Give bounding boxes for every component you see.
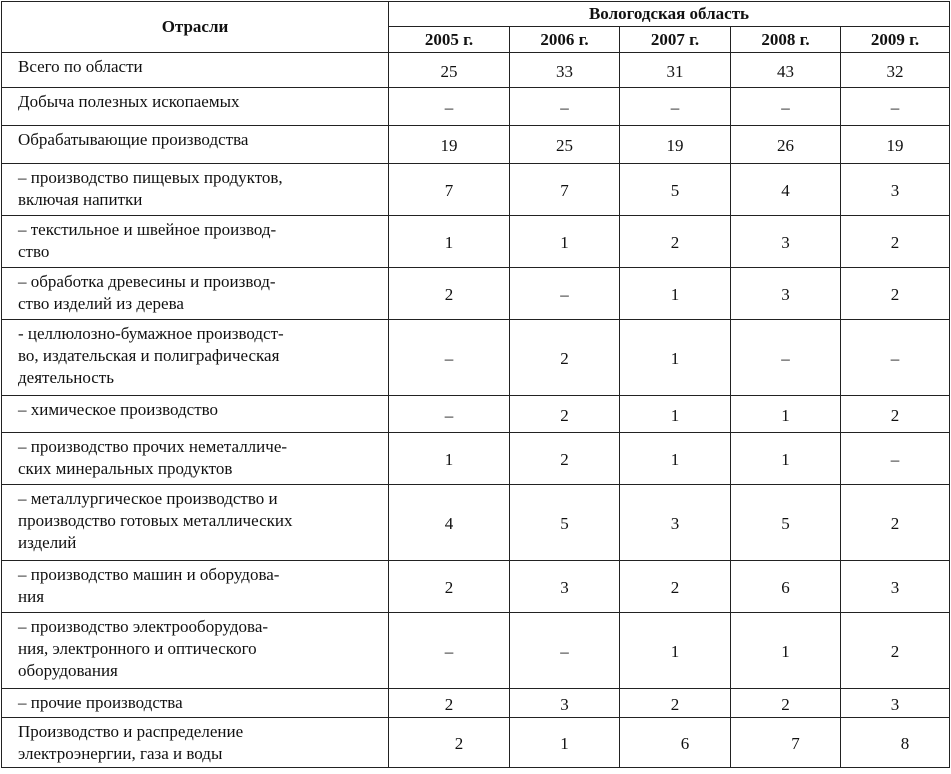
table-row xyxy=(2,164,950,216)
cell-value: 7 xyxy=(510,164,620,216)
cell-value: 43 xyxy=(731,53,841,88)
cell-value: 5 xyxy=(510,485,620,561)
table-row xyxy=(2,88,950,126)
cell-value: 1 xyxy=(620,268,731,320)
row-label: – прочие производства xyxy=(2,689,389,718)
table-row xyxy=(2,561,950,613)
cell-value: 5 xyxy=(620,164,731,216)
cell-value: 2 xyxy=(841,485,950,561)
cell-value: 1 xyxy=(620,613,731,689)
cell-value: 2 xyxy=(841,268,950,320)
table-row xyxy=(2,396,950,433)
cell-value: – xyxy=(510,88,620,126)
table-row xyxy=(2,689,950,718)
cell-value: – xyxy=(389,320,510,396)
header-branch: Отрасли xyxy=(2,2,389,53)
cell-value: 2 xyxy=(510,396,620,433)
cell-value: 2 xyxy=(620,216,731,268)
cell-value: 1 xyxy=(620,396,731,433)
cell-value: 3 xyxy=(841,689,950,718)
row-label: – производство электрооборудова- ния, электронного и оптического оборудования xyxy=(2,613,389,689)
cell-value: 2 xyxy=(389,689,510,718)
table-row xyxy=(2,433,950,485)
header-year: 2006 г. xyxy=(510,27,620,53)
table-row xyxy=(2,53,950,88)
cell-value: 33 xyxy=(510,53,620,88)
cell-value: 3 xyxy=(510,689,620,718)
cell-value: – xyxy=(510,268,620,320)
cell-value: – xyxy=(731,88,841,126)
cell-value: 3 xyxy=(841,561,950,613)
row-label: – текстильное и швейное производ- ство xyxy=(2,216,389,268)
cell-value: – xyxy=(841,320,950,396)
header-year: 2008 г. xyxy=(731,27,841,53)
row-label: - целлюлозно-бумажное производст- во, издательская и полиграфическая деятельность xyxy=(2,320,389,396)
cell-value: 19 xyxy=(620,126,731,164)
header-year: 2009 г. xyxy=(841,27,950,53)
cell-value: 2 xyxy=(841,613,950,689)
header-region: Вологодская область xyxy=(389,2,950,27)
cell-value: 1 xyxy=(389,433,510,485)
cell-value: 2 xyxy=(620,561,731,613)
cell-value: 25 xyxy=(510,126,620,164)
cell-value: – xyxy=(389,396,510,433)
cell-value: 1 xyxy=(510,718,620,768)
cell-value: 6 xyxy=(731,561,841,613)
cell-value: – xyxy=(510,613,620,689)
cell-value: 1 xyxy=(389,216,510,268)
cell-value: 5 xyxy=(731,485,841,561)
cell-value: 19 xyxy=(389,126,510,164)
cell-value: 4 xyxy=(389,485,510,561)
document-page xyxy=(1,1,950,768)
industry-table xyxy=(1,1,950,768)
row-label: Добыча полезных ископаемых xyxy=(2,88,389,126)
header-year: 2007 г. xyxy=(620,27,731,53)
cell-value: – xyxy=(841,88,950,126)
cell-value: – xyxy=(389,613,510,689)
cell-value: 6 xyxy=(620,718,731,768)
row-label: Производство и распределение электроэнергии, газа и воды xyxy=(2,718,389,768)
header-year: 2005 г. xyxy=(389,27,510,53)
table-row xyxy=(2,126,950,164)
cell-value: 2 xyxy=(731,689,841,718)
cell-value: 2 xyxy=(389,561,510,613)
cell-value: 3 xyxy=(620,485,731,561)
row-label: – обработка древесины и производ- ство изделий из дерева xyxy=(2,268,389,320)
row-label: – производство прочих неметалличе- ских минеральных продуктов xyxy=(2,433,389,485)
table-row xyxy=(2,718,950,768)
cell-value: – xyxy=(731,320,841,396)
cell-value: 2 xyxy=(510,320,620,396)
cell-value: 4 xyxy=(731,164,841,216)
cell-value: 2 xyxy=(389,268,510,320)
cell-value: 32 xyxy=(841,53,950,88)
cell-value: 26 xyxy=(731,126,841,164)
table-row xyxy=(2,485,950,561)
table-row xyxy=(2,613,950,689)
cell-value: 3 xyxy=(841,164,950,216)
table-row xyxy=(2,216,950,268)
table-row xyxy=(2,320,950,396)
table-row xyxy=(2,268,950,320)
cell-value: 1 xyxy=(620,320,731,396)
row-label: Обрабатывающие производства xyxy=(2,126,389,164)
cell-value: 1 xyxy=(731,396,841,433)
cell-value: 7 xyxy=(731,718,841,768)
row-label: – производство машин и оборудова- ния xyxy=(2,561,389,613)
cell-value: – xyxy=(389,88,510,126)
cell-value: 3 xyxy=(731,216,841,268)
cell-value: 8 xyxy=(841,718,950,768)
cell-value: 7 xyxy=(389,164,510,216)
cell-value: 25 xyxy=(389,53,510,88)
cell-value: 2 xyxy=(389,718,510,768)
cell-value: 1 xyxy=(620,433,731,485)
cell-value: 2 xyxy=(620,689,731,718)
row-label: Всего по области xyxy=(2,53,389,88)
row-label: – производство пищевых продуктов, включая напитки xyxy=(2,164,389,216)
row-label: – металлургическое производство и производство готовых металлических изделий xyxy=(2,485,389,561)
cell-value: 1 xyxy=(510,216,620,268)
cell-value: 2 xyxy=(510,433,620,485)
cell-value: 3 xyxy=(510,561,620,613)
cell-value: 1 xyxy=(731,433,841,485)
cell-value: 3 xyxy=(731,268,841,320)
cell-value: 1 xyxy=(731,613,841,689)
cell-value: – xyxy=(841,433,950,485)
header-row-region xyxy=(2,2,950,27)
cell-value: 31 xyxy=(620,53,731,88)
cell-value: 2 xyxy=(841,396,950,433)
cell-value: 19 xyxy=(841,126,950,164)
cell-value: 2 xyxy=(841,216,950,268)
row-label: – химическое производство xyxy=(2,396,389,433)
cell-value: – xyxy=(620,88,731,126)
